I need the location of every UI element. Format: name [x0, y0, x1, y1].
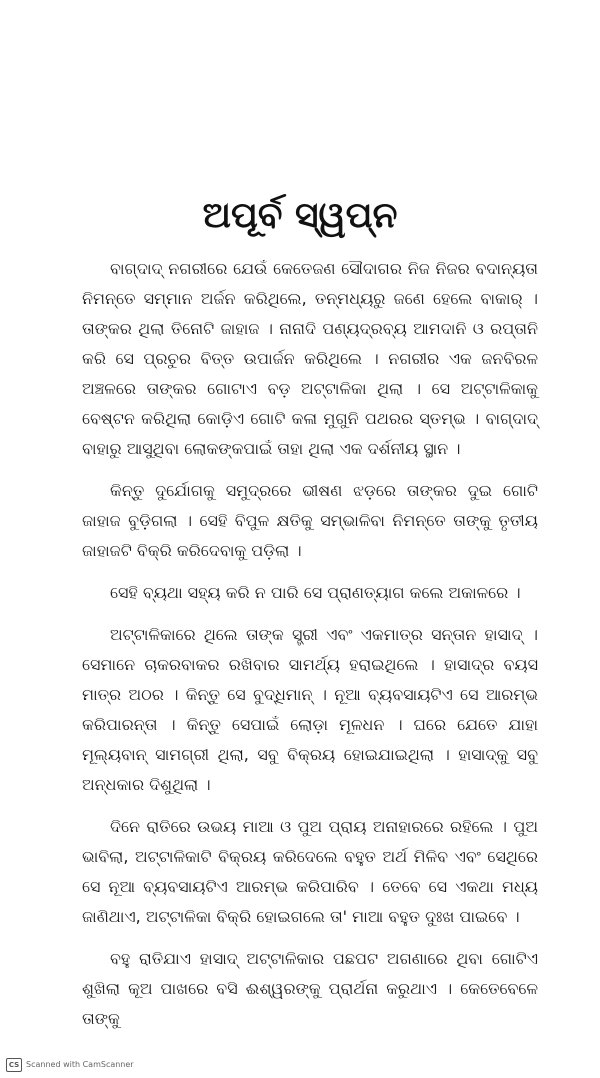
paragraph-3: ସେହି ବ୍ୟଥା ସହ୍ୟ କରି ନ ପାରି ସେ ପ୍ରାଣତ୍ୟାଗ କଲେ ଅକାଳରେ । — [110, 583, 521, 602]
scanner-watermark-text: Scanned with CamScanner — [26, 1060, 134, 1069]
scanner-watermark — [6, 1058, 134, 1072]
paragraph-5: ଦିନେ ରାତିରେ ଉଭୟ ମାଆ ଓ ପୁଅ ପ୍ରାୟ ଅନାହାରରେ ରହିଲେ । ପୁଅ ଭାବିଲା, ଅଟ୍ଟାଳିକାଟି ବିକ୍ରୟ କରିଦେଲେ ବହୁତ ଅର୍ଥ ମିଳିବ ଏବଂ ସେଥିରେ ସେ ନୂଆ ବ୍ୟବସାୟଟିଏ ଆରମ୍ଭ କରିପାରିବ । ତେବେ ସେ ଏକଥା ମଧ୍ୟ ଜାଣିଥାଏ, ଅଟ୍ଟାଳିକା ବିକ୍ରି ହୋଇଗଲେ ତା' ମାଆ ବହୁତ ଦୁଃଖ ପାଇବେ । — [82, 817, 538, 926]
paragraph-6: ବହୁ ରାତିଯାଏ ହାସାଦ୍ ଅଟ୍ଟାଳିକାର ପଛପଟ ଅଗଣାରେ ଥିବା ଗୋଟିଏ ଶୁଖିଲା କୂଅ ପାଖରେ ବସି ଈଶ୍ୱରଙ୍କୁ ପ୍ରାର୍ଥନା କରୁଥାଏ । କେତେବେଳେ ତାଙ୍କୁ — [82, 949, 538, 1028]
paragraph-1: ବାଗ୍‌ଦାଦ୍ ନଗରୀରେ ଯେଉଁ କେତେଜଣ ସୌଦାଗର ନିଜ ନିଜର ବଦାନ୍ୟତା ନିମନ୍ତେ ସମ୍ମାନ ଅର୍ଜନ କରିଥିଲେ, ତନ୍ମଧ୍ୟରୁ ଜଣେ ହେଲେ ବାକାର୍ । ତାଙ୍କର ଥିଲା ତିନୋଟି ଜାହାଜ । ନାନାଦି ପଣ୍ୟଦ୍ରବ୍ୟ ଆମଦାନି ଓ ରପ୍ତାନି କରି ସେ ପ୍ରଚୁର ବିତ୍ତ ଉପାର୍ଜନ କରିଥିଲେ । ନଗରୀର ଏକ ଜନବିରଳ ଅଞ୍ଚଳରେ ତାଙ୍କର ଗୋଟାଏ ବଡ଼ ଅଟ୍ଟାଳିକା ଥିଲା । ସେ ଅଟ୍ଟାଳିକାକୁ ବେଷ୍ଟନ କରିଥିଲା କୋଡ଼ିଏ ଗୋଟି କଳା ମୁଗୁନି ପଥରର ସ୍ତମ୍ଭ । ବାଗ୍‌ଦାଦ୍ ବାହାରୁ ଆସୁଥିବା ଲୋକଙ୍କପାଇଁ ତାହା ଥିଲା ଏକ ଦର୍ଶନୀୟ ସ୍ଥାନ । — [82, 259, 538, 458]
story-body — [82, 254, 538, 1046]
story-title: ଅପୂର୍ବ ସ୍ୱପ୍ନ — [202, 195, 398, 236]
camscanner-logo-icon: CS — [6, 1058, 22, 1072]
paragraph-4: ଅଟ୍ଟାଳିକାରେ ଥିଲେ ତାଙ୍କ ସ୍ତ୍ରୀ ଏବଂ ଏକମାତ୍ର ସନ୍ତାନ ହାସାଦ୍ । ସେମାନେ ଚାକରବାକର ରଖିବାର ସାମର୍ଥ୍ୟ ହରାଇଥିଲେ । ହାସାଦ୍‌ର ବୟସ ମାତ୍ର ଅଠର । କିନ୍ତୁ ସେ ବୁଦ୍ଧିମାନ୍ । ନୂଆ ବ୍ୟବସାୟଟିଏ ସେ ଆରମ୍ଭ କରିପାରନ୍ତା । କିନ୍ତୁ ସେପାଇଁ ଲୋଡ଼ା ମୂଳଧନ । ଘରେ ଯେତେ ଯାହା ମୂଲ୍ୟବାନ୍ ସାମଗ୍ରୀ ଥିଲା, ସବୁ ବିକ୍ରୟ ହୋଇଯାଇଥିଲା । ହାସାଦ୍‌କୁ ସବୁ ଅନ୍ଧକାର ଦିଶୁଥିଲା । — [82, 625, 538, 794]
paragraph-2: କିନ୍ତୁ ଦୁର୍ଯୋଗକୁ ସମୁଦ୍ରରେ ଭୀଷଣ ଝଡ଼ରେ ତାଙ୍କର ଦୁଇ ଗୋଟି ଜାହାଜ ବୁଡ଼ିଗଲା । ସେହି ବିପୁଳ କ୍ଷତିକୁ ସମ୍ଭାଳିବା ନିମନ୍ତେ ତାଙ୍କୁ ତୃତୀୟ ଜାହାଜଟି ବିକ୍ରି କରିଦେବାକୁ ପଡ଼ିଲା । — [82, 481, 538, 560]
